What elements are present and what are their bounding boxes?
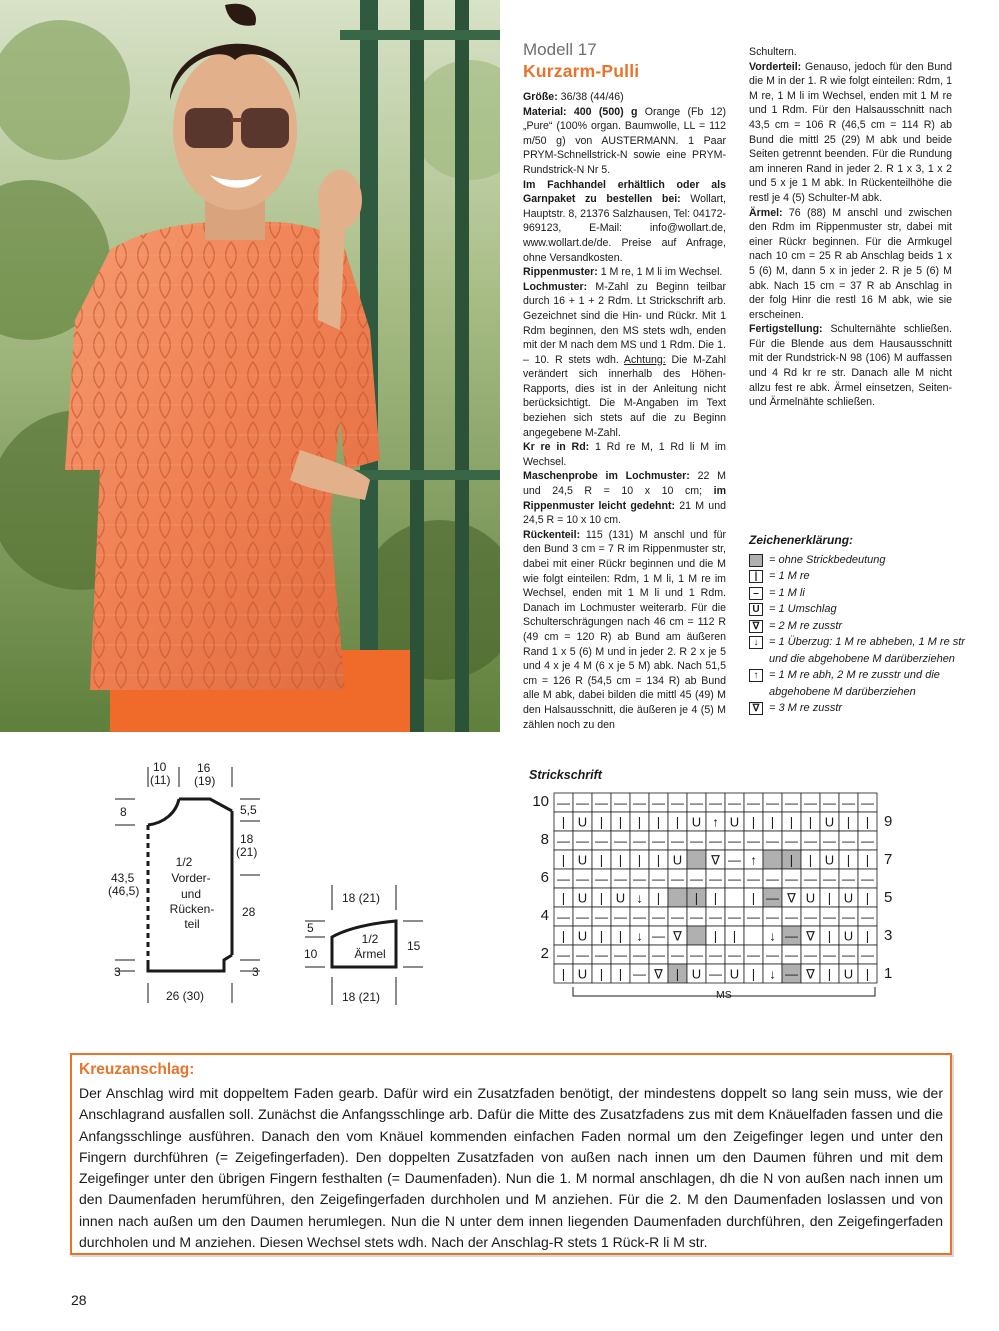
knitting-chart — [525, 765, 925, 1015]
chart-symbol-icon: — — [785, 928, 798, 944]
chart-symbol-icon: | — [865, 852, 870, 868]
chart-symbol-icon: — — [614, 795, 627, 811]
dim-sleeve-top: 18 (21) — [342, 891, 381, 905]
text-size: 36/38 (44/46) — [557, 91, 624, 103]
model-title: Kurzarm-Pulli — [523, 61, 640, 81]
symbol-legend — [749, 532, 979, 717]
legend-item — [749, 601, 979, 618]
chart-symbol-icon: — — [595, 909, 608, 925]
chart-symbol-icon: | — [713, 928, 718, 944]
chart-symbol-icon: — — [614, 947, 627, 963]
dim-armhole: 18 — [240, 832, 254, 846]
chart-symbol-icon: — — [595, 947, 608, 963]
chart-symbol-icon: — — [766, 871, 779, 887]
text-lace-2: Die M-Zahl verändert sich innerhalb des Höhen-Rapports, dies ist in der Anleitung nicht berücksichtigt. Die M-Angaben im Text beziehen sich stets auf die zu Beginn angegebene M-Zahl. — [523, 353, 726, 439]
chart-symbol-icon: — — [690, 833, 703, 849]
chart-symbol-icon: U — [824, 814, 835, 830]
chart-symbol-icon: — — [785, 871, 798, 887]
chart-symbol-icon: U — [577, 814, 588, 830]
chart-symbol-icon: ↓ — [636, 890, 643, 906]
chart-symbol-icon: — — [671, 833, 684, 849]
chart-symbol-icon: — — [690, 947, 703, 963]
chart-symbol-icon: — — [823, 795, 836, 811]
label-finishing: Fertigstellung: — [749, 323, 823, 336]
chart-symbol-icon: | — [770, 814, 775, 830]
chart-row-number: 1 — [884, 965, 893, 982]
chart-symbol-icon: | — [599, 966, 604, 982]
label-sleeve: Ärmel: — [749, 206, 783, 219]
chart-symbol-icon: — — [842, 947, 855, 963]
chart-symbol-icon: — — [861, 909, 874, 925]
chart-symbol-icon: — — [633, 966, 646, 982]
dim-total-height: 43,5 — [111, 871, 135, 885]
text-kr: 1 Rd re M, 1 Rd li M im Wechsel. — [523, 441, 726, 468]
chart-symbol-icon: U — [577, 928, 588, 944]
chart-symbol-icon: — — [766, 890, 779, 906]
chart-symbol-icon: — — [728, 852, 741, 868]
dim-body-width: 26 (30) — [166, 989, 205, 1003]
dim-neck-half-large: (11) — [150, 773, 171, 787]
dim-sleeve-cap: 5 — [307, 921, 314, 935]
chart-symbol-icon: — — [861, 947, 874, 963]
text-sleeve: 76 (88) M anschl und zwischen den Rdm im Rippenmuster str, dabei mit einer Rückr beginnen. Für die Armkugel nach 10 cm = 25 R ab Anschlag beids 1 x 5 (6) M, dann 5 x in jeder 2. R je 5 (6) M abk. Nach 15 cm = 37 R ab Anschlag in der folg Hinr die restl 16 M abk, wie sie erscheinen. — [749, 206, 952, 321]
legend-item — [749, 667, 979, 700]
chart-grid — [554, 793, 877, 983]
chart-symbol-icon: — — [766, 947, 779, 963]
label-size: Größe: — [523, 91, 558, 103]
chart-row-number: 3 — [884, 927, 893, 944]
instructions-column-2 — [749, 45, 952, 410]
chart-row-number: 4 — [540, 907, 549, 924]
chart-cell — [687, 926, 706, 945]
legend-text: = 1 M re abh, 2 M re zusstr und die abgehobene M darüberziehen — [769, 669, 940, 698]
text-material: Orange (Fb 12) „Pure“ (100% organ. Baumwolle, LL = 112 m/50 g) von AUSTERMANN. 1 Paar PRYM-Schnellstrick-N sowie eine PRYM-Rundstrick-N Nr 5. — [523, 105, 726, 176]
chart-symbol-icon: — — [785, 947, 798, 963]
legend-item — [749, 552, 979, 569]
chart-symbol-icon: — — [671, 909, 684, 925]
chart-symbol-icon: | — [561, 890, 566, 906]
chart-symbol-icon: — — [747, 871, 760, 887]
info-box-text: Der Anschlag wird mit doppeltem Faden gearb. Dafür wird ein Zusatzfaden benötigt, der mindestens doppelt so lang sein muss, wie der Anschlagrand ausfallen soll. Zunächst die Anfangsschlinge arb. Dafür die Mitte des Zusatzfadens zus mit dem Knäuelfaden fassen und die Anfangsschlinge ausführen. Danach den vom Knäuel kommenden einfachen Faden normal um den Zeigefinger legen und unter den Fingern durchführen (= Zeigefingerfaden). Den doppelten Zusatzfaden von außen nach innen um den Daumen führen und mit dem Zeigefinger unter den übrigen Fingern festhalten (= Daumenfaden). Nun die 1. M normal anschlagen, dh die N von außen nach innen um den Daumenfaden herumführen, den Zeigefingerfaden durchholen und M anziehen. Für die 2. M den Daumenfaden loslassen und von innen nach außen um den Daumen herumlegen. Nun die N unter dem innen liegenden Daumenfaden durchführen, den Zeigefingerfaden durchholen und M anziehen. Diesen Wechsel stets wdh. Nach der Anschlag-R stets 1 Rück-R li M str. — [79, 1085, 943, 1251]
chart-symbol-icon: U — [805, 890, 816, 906]
paragraph-lace — [523, 280, 726, 441]
chart-symbol-icon: — — [823, 909, 836, 925]
chart-symbol-icon: — — [823, 871, 836, 887]
chart-symbol-icon: — — [747, 795, 760, 811]
chart-symbol-icon: ↓ — [769, 966, 776, 982]
chart-symbol-icon: | — [618, 852, 623, 868]
page-number: 28 — [71, 1292, 87, 1308]
chart-symbol-icon: U — [691, 966, 702, 982]
chart-right-row-numbers — [884, 813, 892, 982]
chart-symbol-icon: | — [561, 852, 566, 868]
dim-neck-depth: 8 — [120, 805, 127, 819]
chart-symbol-icon: — — [633, 833, 646, 849]
chart-symbol-icon: | — [789, 852, 794, 868]
chart-row-number: 6 — [540, 869, 549, 886]
paragraph-shop — [523, 178, 726, 266]
chart-symbol-icon: | — [751, 814, 756, 830]
chart-title: Strickschrift — [529, 768, 602, 782]
chart-symbol-icon: — — [595, 795, 608, 811]
chart-symbol-icon: — — [690, 871, 703, 887]
legend-symbol-icon: – — [749, 587, 763, 600]
chart-symbol-icon: — — [614, 833, 627, 849]
chart-row-number: 9 — [884, 813, 893, 830]
chart-symbol-icon: | — [827, 890, 832, 906]
sleeve-label-2: Ärmel — [354, 947, 386, 961]
instructions-column-1 — [523, 90, 726, 732]
label-shop: Im Fachhandel erhältlich oder als Garnpaket zu bestellen bei: — [523, 178, 726, 206]
chart-symbol-icon: | — [599, 928, 604, 944]
chart-symbol-icon: — — [633, 871, 646, 887]
chart-symbol-icon: — — [671, 871, 684, 887]
chart-symbol-icon: — — [785, 966, 798, 982]
chart-symbol-icon: — — [709, 833, 722, 849]
chart-symbol-icon: | — [637, 814, 642, 830]
schematic-drawings — [100, 755, 440, 1015]
chart-symbol-icon: — — [861, 833, 874, 849]
chart-symbol-icon: U — [577, 852, 588, 868]
label-gauge: Maschenprobe im Lochmuster: — [523, 470, 690, 483]
legend-text: = 1 Umschlag — [769, 603, 837, 615]
chart-symbol-icon: — — [747, 947, 760, 963]
chart-symbol-icon: — — [671, 947, 684, 963]
chart-cell — [763, 850, 782, 869]
chart-symbol-icon: U — [729, 966, 740, 982]
chart-symbol-icon: | — [865, 814, 870, 830]
chart-symbol-icon: — — [652, 947, 665, 963]
chart-symbol-icon: | — [865, 928, 870, 944]
chart-symbol-icon: | — [865, 966, 870, 982]
chart-symbol-icon: — — [804, 909, 817, 925]
text-shop: Wollart, Hauptstr. 8, 21376 Salzhausen, Tel: 04172-969123, E-Mail: info@wollart.de, www.wollart.de/de. Preise auf Anfrage, ohne Versandkosten. — [523, 193, 727, 264]
chart-symbol-icon: — — [728, 833, 741, 849]
legend-title: Zeichenerklärung: — [749, 533, 854, 547]
chart-row-number: 5 — [884, 889, 893, 906]
chart-symbol-icon: | — [618, 928, 623, 944]
paragraph-back — [523, 528, 726, 732]
legend-symbol-icon: ∇ — [749, 620, 763, 633]
body-schematic — [148, 799, 232, 971]
label-front: Vorderteil: — [749, 60, 802, 73]
paragraph-sleeve — [749, 206, 952, 323]
dim-sleeve-height: 15 — [407, 939, 421, 953]
chart-symbol-icon: | — [827, 928, 832, 944]
chart-symbol-icon: — — [842, 909, 855, 925]
chart-row-number: 7 — [884, 851, 893, 868]
chart-symbol-icon: ∇ — [654, 966, 663, 982]
label-lace: Lochmuster: — [523, 280, 588, 293]
chart-symbol-icon: | — [751, 966, 756, 982]
legend-symbol-icon — [749, 554, 763, 567]
chart-symbol-icon: — — [557, 833, 570, 849]
chart-symbol-icon: | — [808, 814, 813, 830]
chart-symbol-icon: ∇ — [806, 966, 815, 982]
info-box-cross-cast-on — [70, 1053, 952, 1255]
chart-symbol-icon: — — [728, 947, 741, 963]
legend-item — [749, 634, 979, 667]
chart-symbol-icon: — — [614, 909, 627, 925]
chart-symbol-icon: — — [671, 795, 684, 811]
text-rib: 1 M re, 1 M li im Wechsel. — [597, 266, 723, 279]
dim-sleeve-width: 18 (21) — [342, 990, 381, 1004]
legend-item — [749, 700, 979, 717]
chart-symbol-icon: | — [865, 890, 870, 906]
chart-symbol-icon: U — [843, 966, 854, 982]
legend-symbol-icon: ∇ — [749, 702, 763, 715]
body-label-1: 1/2 — [175, 855, 193, 869]
chart-symbol-icon: — — [576, 871, 589, 887]
chart-symbol-icon: | — [561, 814, 566, 830]
chart-symbol-icon: — — [652, 928, 665, 944]
legend-text: = 1 M li — [769, 586, 805, 599]
chart-symbol-icon: — — [614, 871, 627, 887]
chart-symbol-icon: — — [557, 871, 570, 887]
chart-symbol-icon: — — [709, 909, 722, 925]
chart-symbol-icon: U — [577, 966, 588, 982]
legend-items — [749, 552, 979, 717]
chart-symbol-icon: — — [709, 795, 722, 811]
dim-sleeve-side: 10 — [304, 947, 318, 961]
chart-symbol-icon: — — [804, 871, 817, 887]
chart-symbol-icon: U — [672, 852, 683, 868]
chart-symbol-icon: — — [823, 833, 836, 849]
chart-symbol-icon: | — [637, 852, 642, 868]
dim-shoulder-slope: 5,5 — [240, 803, 257, 817]
chart-symbol-icon: U — [843, 928, 854, 944]
text-gauge: 22 M und 24,5 R = 10 x 10 cm; — [523, 470, 727, 498]
chart-symbol-icon: U — [824, 852, 835, 868]
dim-rib-left: 3 — [114, 965, 121, 979]
chart-symbol-icon: | — [808, 852, 813, 868]
text-finishing: Schulternähte schließen. Für die Blende aus dem Hausausschnitt mit der Rundstrick-N 98 (106) M auffassen und 4 Rd kr re str. Danach alle M nicht allzu fest re abk. Ärmel einsetzen, Seiten- und Ärmelnähte schließen. — [749, 323, 952, 409]
chart-symbol-icon: — — [709, 871, 722, 887]
chart-symbol-icon: U — [843, 890, 854, 906]
paragraph-shoulders — [749, 45, 952, 60]
info-box-title: Kreuzanschlag: — [79, 1061, 195, 1078]
chart-symbol-icon: ∇ — [787, 890, 796, 906]
chart-symbol-icon: | — [713, 890, 718, 906]
chart-cell — [668, 888, 687, 907]
chart-symbol-icon: — — [576, 795, 589, 811]
chart-symbol-icon: — — [823, 947, 836, 963]
chart-symbol-icon: | — [656, 890, 661, 906]
body-label-3: und — [180, 887, 202, 901]
chart-symbol-icon: | — [751, 890, 756, 906]
label-kr: Kr re in Rd: — [523, 441, 590, 454]
chart-symbol-icon: | — [827, 966, 832, 982]
chart-symbol-icon: — — [728, 871, 741, 887]
chart-symbol-icon: | — [618, 814, 623, 830]
legend-symbol-icon: ↑ — [749, 669, 763, 682]
dim-neck-half: 10 — [153, 760, 167, 774]
chart-symbol-icon: — — [842, 795, 855, 811]
chart-symbol-icon: — — [766, 909, 779, 925]
chart-symbol-icon: — — [690, 909, 703, 925]
chart-symbol-icon: — — [861, 871, 874, 887]
chart-symbol-icon: — — [804, 947, 817, 963]
chart-symbol-icon: — — [709, 947, 722, 963]
chart-symbol-icon: — — [557, 795, 570, 811]
chart-cell — [687, 850, 706, 869]
chart-symbol-icon: ↓ — [636, 928, 643, 944]
chart-symbol-icon: — — [804, 795, 817, 811]
chart-symbol-icon: U — [577, 890, 588, 906]
chart-symbol-icon: | — [656, 852, 661, 868]
chart-symbol-icon: U — [729, 814, 740, 830]
chart-symbol-icon: | — [618, 966, 623, 982]
chart-symbol-icon: — — [766, 795, 779, 811]
chart-symbol-icon: U — [615, 890, 626, 906]
chart-cell — [725, 888, 744, 907]
chart-symbol-icon: | — [561, 928, 566, 944]
chart-symbol-icon: — — [728, 909, 741, 925]
repeat-label: MS — [716, 989, 732, 1001]
chart-symbol-icon: — — [557, 947, 570, 963]
label-gauge-rib: im Rippenmuster leicht gedehnt: — [523, 485, 726, 512]
label-material: Material: 400 (500) g — [523, 105, 638, 118]
paragraph-material — [523, 105, 726, 178]
dim-total-height-large: (46,5) — [108, 884, 140, 898]
chart-symbol-icon: — — [842, 833, 855, 849]
chart-symbol-icon: ↑ — [750, 852, 757, 868]
chart-row-number: 2 — [540, 945, 549, 962]
dim-shoulder-width-large: (19) — [194, 774, 216, 788]
chart-symbol-icon: — — [652, 795, 665, 811]
chart-symbol-icon: ∇ — [673, 928, 682, 944]
chart-symbol-icon: — — [652, 871, 665, 887]
chart-symbol-icon: | — [789, 814, 794, 830]
chart-symbol-icon: — — [690, 795, 703, 811]
paragraph-size — [523, 90, 726, 105]
legend-text: = 1 M re — [769, 570, 810, 582]
chart-symbol-icon: ↓ — [769, 928, 776, 944]
chart-symbol-icon: | — [561, 966, 566, 982]
chart-symbol-icon: — — [728, 795, 741, 811]
text-front: Genauso, jedoch für den Bund die M in der 1. R wie folgt einteilen: Rdm, 1 M re, 1 M li im Wechsel, enden mit 1 M re und 1 Rdm. Für den Halsausschnitt nach 43,5 cm = 106 R (46,5 cm = 114 R) ab Bund die mittl 25 (29) M abk und beide Seiten getrennt beenden. Für die Rundung am inneren Rand in jeder 2. R 1 x 3, 1 x 2 und 5 x je 1 M abk. In Rückenteilhöhe die restl je 4 (5) Schulter-M abk. — [749, 60, 952, 204]
model-number: Modell 17 — [523, 40, 597, 59]
paragraph-finishing — [749, 322, 952, 410]
dim-armhole-large: (21) — [236, 845, 258, 859]
paragraph-rib — [523, 265, 726, 280]
chart-symbol-icon: — — [595, 833, 608, 849]
legend-text: = 2 M re zusstr — [769, 619, 843, 632]
chart-symbol-icon: ∇ — [806, 928, 815, 944]
paragraph-gauge — [523, 469, 726, 527]
legend-text: = 3 M re zusstr — [769, 702, 843, 714]
chart-symbol-icon: — — [652, 909, 665, 925]
legend-symbol-icon: ↓ — [749, 636, 763, 649]
chart-symbol-icon: | — [846, 814, 851, 830]
chart-symbol-icon: | — [675, 814, 680, 830]
chart-symbol-icon: | — [694, 890, 699, 906]
chart-symbol-icon: — — [747, 833, 760, 849]
legend-symbol-icon: | — [749, 570, 763, 583]
chart-symbol-icon: | — [599, 852, 604, 868]
paragraph-kr — [523, 440, 726, 469]
legend-item — [749, 568, 979, 585]
model-photo — [0, 0, 500, 732]
chart-symbol-icon: — — [766, 833, 779, 849]
label-back: Rückenteil: — [523, 528, 581, 541]
chart-symbol-icon: — — [709, 966, 722, 982]
chart-symbol-icon: — — [557, 909, 570, 925]
chart-symbol-icon: | — [732, 928, 737, 944]
dim-shoulder-width: 16 — [197, 761, 211, 775]
chart-symbol-icon: — — [633, 795, 646, 811]
dim-rib-right: 3 — [252, 965, 259, 979]
chart-cell — [744, 926, 763, 945]
chart-row-number: 8 — [540, 831, 549, 848]
chart-symbol-icon: | — [599, 890, 604, 906]
legend-text: = ohne Strickbedeutung — [769, 553, 886, 566]
legend-item — [749, 618, 979, 635]
chart-symbol-icon: — — [747, 909, 760, 925]
chart-symbol-icon: — — [785, 795, 798, 811]
sleeve-label-1: 1/2 — [361, 932, 379, 946]
chart-symbol-icon: U — [691, 814, 702, 830]
text-lace: M-Zahl zu Beginn teilbar durch 16 + 1 + 2 Rdm. Lt Strickschrift arb. Gezeichnet sind die Hin- und Rückr. Mit 1 Rdm beginnen, den MS stets wdh, enden mit der M nach dem MS und 1 Rdm. Die 1. – 10. R stets wdh. — [523, 280, 726, 366]
chart-symbol-icon: — — [576, 947, 589, 963]
body-label-5: teil — [184, 917, 200, 931]
chart-symbol-icon: — — [785, 909, 798, 925]
dim-side-length: 28 — [242, 905, 256, 919]
chart-symbol-icon: — — [785, 833, 798, 849]
chart-symbol-icon: | — [599, 814, 604, 830]
body-label-2: Vorder- — [171, 871, 211, 885]
legend-symbol-icon: U — [749, 603, 763, 616]
text-gauge-rib: 21 M und 24,5 R = 10 x 10 cm. — [523, 499, 726, 527]
chart-symbol-icon: — — [633, 909, 646, 925]
chart-symbol-icon: — — [633, 947, 646, 963]
chart-symbol-icon: | — [675, 966, 680, 982]
chart-symbol-icon: | — [846, 852, 851, 868]
label-rib: Rippenmuster: — [523, 266, 598, 279]
chart-symbol-icon: — — [595, 871, 608, 887]
chart-symbol-icon: ∇ — [711, 852, 720, 868]
body-label-4: Rücken- — [169, 902, 215, 916]
photo-illustration — [0, 0, 500, 732]
chart-symbol-icon: — — [842, 871, 855, 887]
paragraph-front — [749, 60, 952, 206]
chart-symbol-icon: — — [652, 833, 665, 849]
chart-left-row-numbers — [532, 793, 549, 962]
legend-text: = 1 Überzug: 1 M re abheben, 1 M re str und die abgehobene M darüberziehen — [769, 636, 965, 665]
text-shoulders: Schultern. — [749, 46, 797, 58]
chart-symbol-icon: — — [804, 833, 817, 849]
chart-symbol-icon: — — [576, 833, 589, 849]
chart-symbol-icon: — — [861, 795, 874, 811]
legend-item — [749, 585, 979, 602]
chart-symbol-icon: ↑ — [712, 814, 719, 830]
chart-row-number: 10 — [532, 793, 549, 810]
text-back: 115 (131) M anschl und für den Bund 3 cm = 7 R im Rippenmuster str, dabei mit einer Rückr beginnen und die M wie folgt einteilen: Rdm, 1 M li, 1 M re im Wechsel, enden mit 1 M li und 1 Rdm. Danach im Lochmuster weiterarb. Für die Schulterschrägungen nach 46 cm = 112 R (49 cm = 120 R) ab Bund am äußeren Rand 1 x 5 (6) M und in jeder 2. R 2 x je 5 und 4 x je 4 M (6 x je 5 M) abk. Nach 51,5 cm = 126 R (54,5 cm = 134 R) ab Bund alle M abk, dabei bilden die mittl 45 (49) M den Halsausschnitt, die äußeren je 4 (5) M zählen noch zu den — [523, 528, 726, 731]
chart-symbol-icon: — — [576, 909, 589, 925]
text-lace-warning: Achtung: — [623, 353, 666, 366]
chart-symbol-icon: | — [656, 814, 661, 830]
